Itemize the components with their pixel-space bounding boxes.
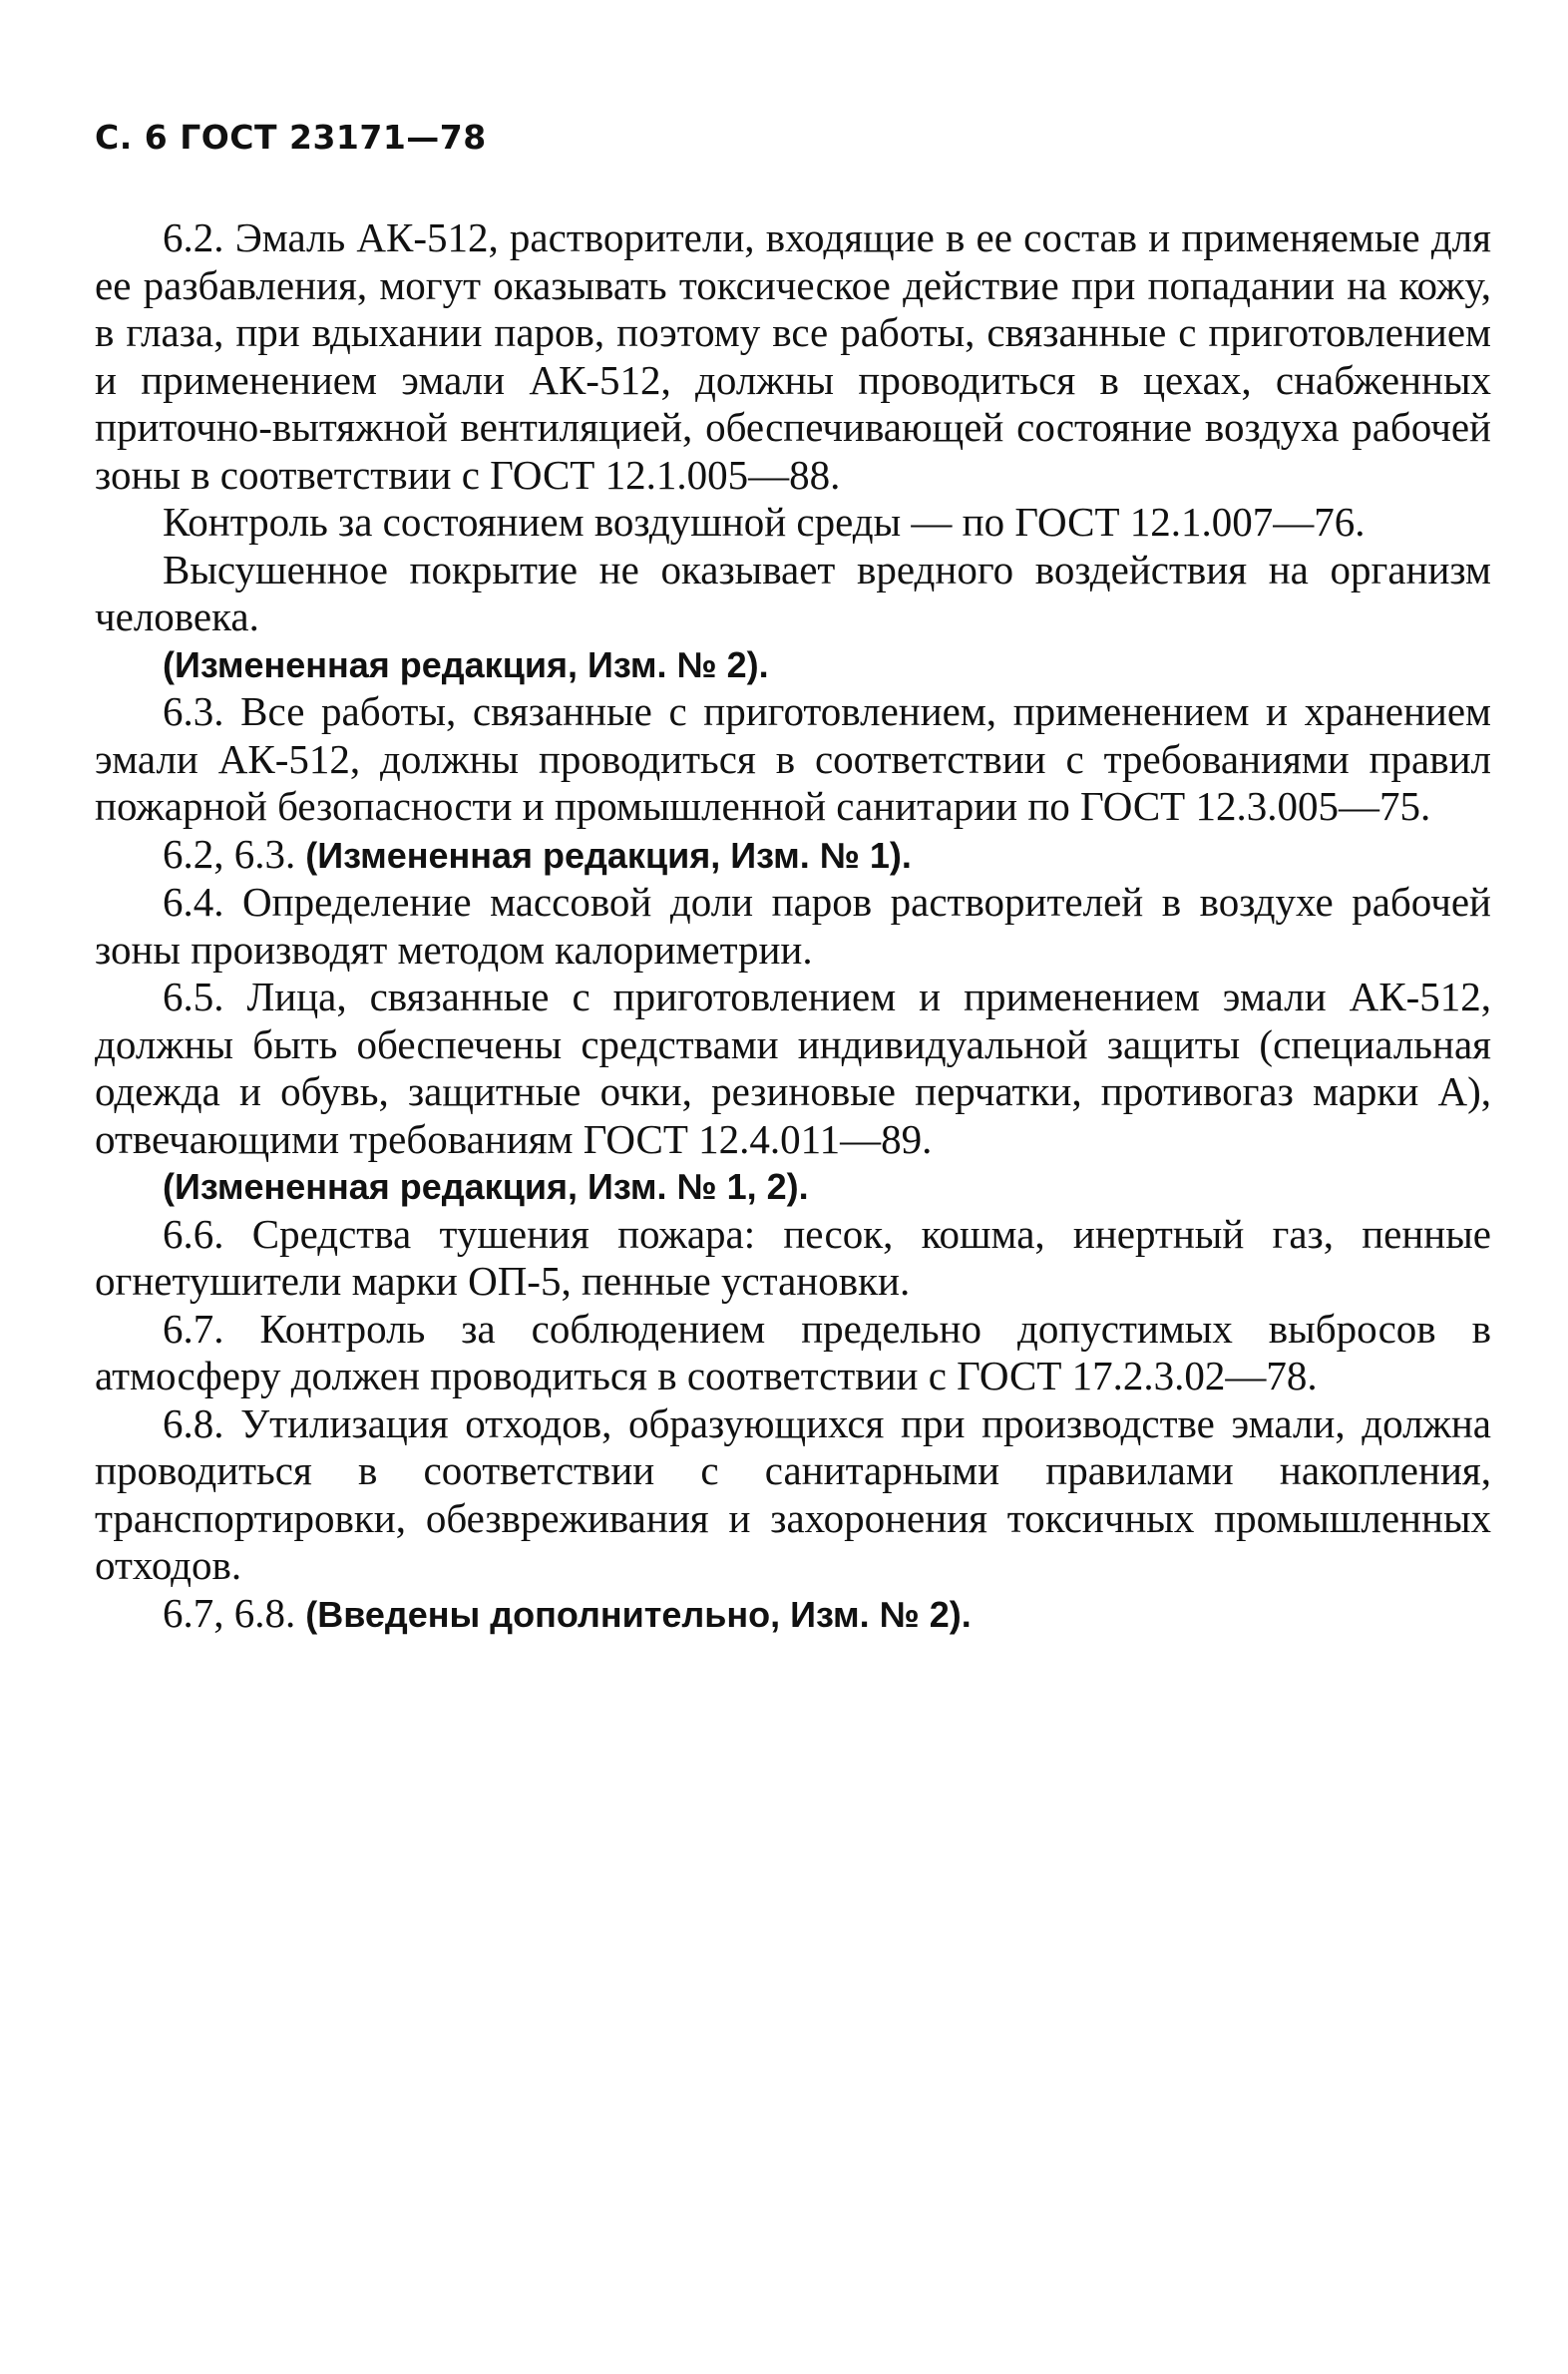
- document-body: [95, 214, 1491, 1638]
- paragraph-6-5: 6.5. Лица, связанные с приготовлением и применением эмали АК-512, должны быть обеспечены средствами индивидуальной защиты (специальная одежда и обувь, защитные очки, резиновые перчатки, противогаз марки А), отвечающими требованиям ГОСТ 12.4.011—89.: [95, 974, 1491, 1162]
- amendment-clause-numbers: 6.2, 6.3.: [163, 830, 296, 877]
- amendment-note-6-2: (Измененная редакция, Изм. № 2).: [163, 643, 769, 685]
- paragraph-6-7: 6.7. Контроль за соблюдением предельно допустимых выбросов в атмосферу должен проводиться в соответствии с ГОСТ 17.2.3.02—78.: [95, 1305, 1491, 1398]
- paragraph-6-3: 6.3. Все работы, связанные с приготовлением, применением и хранением эмали АК-512, должны проводиться в соответствии с требованиями правил пожарной безопасности и промышленной санитарии по ГОСТ 12.3.005—75.: [95, 688, 1491, 829]
- paragraph-6-2-coating: Высушенное покрытие не оказывает вредного воздействия на организм человека.: [95, 546, 1491, 639]
- amendment-clause-numbers: 6.7, 6.8.: [163, 1589, 296, 1636]
- amendment-note-6-7-6-8: [95, 1590, 1491, 1639]
- paragraph-6-4: 6.4. Определение массовой доли паров растворителей в воздухе рабочей зоны производят методом калориметрии.: [95, 879, 1491, 973]
- amendment-text: (Измененная редакция, Изм. № 1).: [305, 834, 912, 876]
- paragraph-6-6: 6.6. Средства тушения пожара: песок, кошма, инертный газ, пенные огнетушители марки ОП-5, пенные установки.: [95, 1210, 1491, 1304]
- page-header: С. 6 ГОСТ 23171—78: [95, 118, 487, 157]
- amendment-note-6-2-6-3: [95, 831, 1491, 880]
- paragraph-6-2: 6.2. Эмаль АК-512, растворители, входящие в ее состав и применяемые для ее разбавления, могут оказывать токсическое действие при попадании на кожу, в глаза, при вдыхании паров, поэтому все работы, связанные с приготовлением и применением эмали АК-512, должны проводиться в цехах, снабженных приточно-вытяжной вентиляцией, обеспечивающей состояние воздуха рабочей зоны в соответствии с ГОСТ 12.1.005—88.: [95, 214, 1491, 498]
- paragraph-6-8: 6.8. Утилизация отходов, образующихся при производстве эмали, должна проводиться в соответствии с санитарными правилами накопления, транспортировки, обезвреживания и захоронения токсичных промышленных отходов.: [95, 1399, 1491, 1588]
- amendment-text: (Введены дополнительно, Изм. № 2).: [305, 1593, 972, 1635]
- amendment-note-6-5: (Измененная редакция, Изм. № 1, 2).: [163, 1166, 809, 1207]
- document-page: [95, 118, 1491, 1638]
- paragraph-6-2-air-control: Контроль за состоянием воздушной среды — по ГОСТ 12.1.007—76.: [163, 499, 1366, 545]
